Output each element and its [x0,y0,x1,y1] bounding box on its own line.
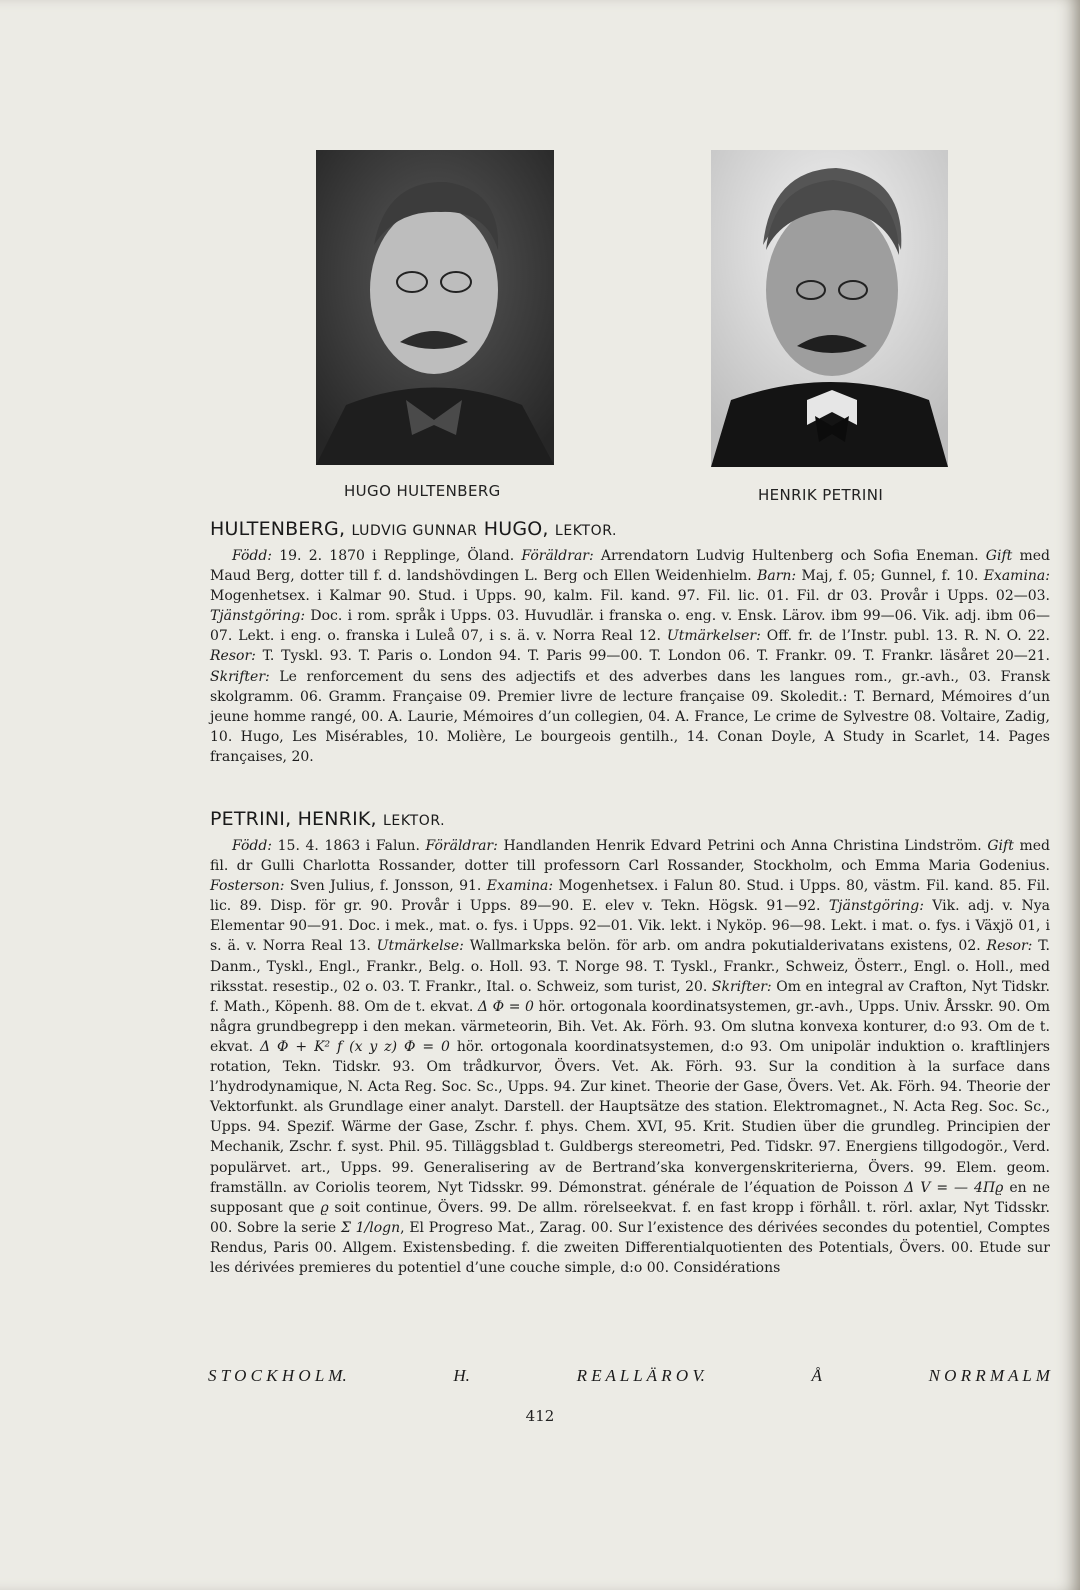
entry-surname: HULTENBERG, [210,518,346,540]
field-label: Examina: [983,568,1050,585]
entry-heading-hultenberg [210,518,617,540]
field-text: hör. ortogonala koordinatsystemen, d:o 93. Om unipolär induktion o. kraftlinjers rotation, Tekn. Tidskr. 93. Om trådkurvor, Övers. Vet. Ak. Förh. 93. Sur la condition à la surface dans l’hydrodynamique, N. Acta Reg. Soc. Sc., Upps. 94. Zur kinet. Theorie der Gase, Övers. Vet. Ak. Förh. 94. Theorie der Vektorfunkt. als Grundlage einer analyt. Darstell. der Hauptsätze des station. Elektromagnet., N. Acta Reg. Soc. Sc., Upps. 94. Spezif. Wärme der Gase, Zschr. f. phys. Chem. XVI, 95. Krit. Studien über die grundleg. Principien der Mechanik, Zschr. f. syst. Phil. 95. Tilläggsblad t. Guldbergs stereometri, Ped. Tidskr. 97. Energiens tillgodogör., Verd. populärvet. art., Upps. 99. Generalisering av de Bertrand’ska konvergenskriterierna, Övers. 99. Elem. geom. framställn. av Coriolis teorem, Nyt Tidsskr. 99. Démonstrat. générale de l’équation de Poisson [210,1038,1050,1196]
field-text: Doc. i rom. språk i Upps. 03. Huvudlär. i franska o. eng. v. Ensk. Lärov. ibm 99—06. Vik. adj. ibm 06—07. Lekt. i eng. o. franska i Luleå 07, i s. ä. v. Norra Real 12. [210,608,1050,645]
field-label: Resor: [210,648,256,665]
portrait-caption-petrini: HENRIK PETRINI [758,486,884,504]
footer-city: S T O C K H O L M. [208,1366,347,1385]
field-text: 15. 4. 1863 i Falun. [272,838,426,854]
entry-body-petrini [210,836,1050,1278]
field-text: Mogenhetsex. i Kalmar 90. Stud. i Upps. 90, kalm. Fil. kand. 97. Fil. lic. 01. Fil. dr 03. Provår i Upps. 02—03. [210,588,1050,605]
field-label: Skrifter: [210,668,270,685]
publisher-footer [208,1366,1050,1386]
field-text: Wallmarkska belön. för arb. om andra pokutialderivatans existens, 02. [463,938,987,955]
field-label: Föräldrar: [521,548,594,564]
field-text: med Maud Berg, dotter till f. d. landshövdingen L. Berg och Ellen Weidenhielm. [210,548,1050,585]
entry-heading-petrini [210,808,445,830]
field-text: med fil. dr Gulli Charlotta Rossander, dotter till professorn Carl Rossander, Stockholm, och Emma Maria Godenius. [210,838,1050,875]
portrait-hultenberg [316,150,554,465]
footer-school: R E A L L Ä R O V. [576,1366,705,1385]
formula: Δ Φ + K² f (x y z) Φ = 0 [260,1038,450,1055]
field-label: Född: [232,838,273,854]
field-label: Examina: [486,878,554,895]
entry-surname: PETRINI, HENRIK, [210,808,377,830]
field-text: en ne supposant que [210,1179,1050,1216]
field-label: Resor: [986,938,1033,955]
formula: Δ V = — 4Πϱ [904,1179,1004,1196]
field-label: Utmärkelse: [376,938,464,955]
field-label: Barn: [757,568,797,585]
entry-title: LEKTOR. [554,523,618,539]
field-label: Född: [232,548,273,564]
entry-body-hultenberg [210,546,1050,767]
entry-given-names: LUDVIG GUNNAR [351,523,478,539]
field-text: T. Tyskl. 93. T. Paris o. London 94. T. Paris 99—00. T. London 06. T. Frankr. 09. T. Frankr. läsåret 20—21. [255,648,1050,665]
field-label: Tjänstgöring: [210,608,306,625]
field-label: Tjänstgöring: [828,898,924,915]
portrait-petrini [711,150,948,467]
footer-initial: H. [453,1366,470,1385]
field-label: Gift [985,548,1013,564]
field-text: Maj, f. 05; Gunnel, f. 10. [796,568,984,585]
field-text: Arrendatorn Ludvig Hultenberg och Sofia Eneman. [593,548,986,564]
field-label: Fosterson: [210,878,285,895]
field-label: Gift [987,838,1014,854]
field-text: Om en integral av Crafton, Nyt Tidskr. f. Math., Köpenh. 88. Om de t. ekvat. [210,978,1050,1015]
field-text: Mogenhetsex. i Falun 80. Stud. i Upps. 80, västm. Fil. kand. 85. Fil. lic. 89. Disp. för gr. 90. Provår i Upps. 89—90. E. elev v. Tekn. Högsk. 91—92. [210,878,1050,915]
page-number: 412 [525,1407,555,1425]
footer-district: N O R R M A L M [928,1366,1050,1385]
entry-call-name: HUGO, [483,518,549,540]
footer-preposition: Å [811,1366,822,1385]
field-text: Off. fr. de l’Instr. publ. 13. R. N. O. 22. [760,628,1050,645]
formula: Σ 1/logn [340,1219,401,1236]
field-text: Vik. adj. v. Nya Elementar 90—91. Doc. i mek., mat. o. fys. i Upps. 92—01. Vik. lekt. i Nyköp. 96—98. Lekt. i mat. o. fys. i Växjö 01, i s. ä. v. Norra Real 13. [210,898,1050,955]
field-text: T. Danm., Tyskl., Engl., Frankr., Belg. o. Holl. 93. T. Norge 98. T. Tyskl., Frankr., Schweiz, Österr., Engl. o. Holl., med riksstat. resestip., 02 o. 03. T. Frankr., Ital. o. Schweiz, som turist, 20. [210,938,1051,995]
entry-title: LEKTOR. [383,813,446,829]
formula: ϱ [320,1199,329,1216]
field-text: Handlanden Henrik Edvard Petrini och Anna Christina Lindström. [497,838,988,854]
portrait-caption-hultenberg: HUGO HULTENBERG [344,482,501,500]
field-text: , El Progreso Mat., Zarag. 00. Sur l’existence des dérivées secondes du potentiel, Comptes Rendus, Paris 00. Allgem. Existensbeding. f. die zweiten Differentialquotienten des Potentials, Övers. 00. Etude sur les dérivées premieres du potentiel d’une couche simple, d:o 00. Considérations [210,1219,1050,1276]
field-text: soit continue, Övers. 99. De allm. rörelseekvat. f. en fast kropp i förhåll. t. rörl. axlar, Nyt Tidsskr. 00. Sobre la serie [210,1199,1050,1236]
field-label: Skrifter: [711,978,772,995]
field-text: 19. 2. 1870 i Repplinge, Öland. [272,548,522,564]
field-text: Sven Julius, f. Jonsson, 91. [284,878,487,895]
field-label: Utmärkelser: [666,628,761,645]
field-label: Föräldrar: [425,838,498,854]
field-text: Le renforcement du sens des adjectifs et des adverbes dans les langues rom., gr.-avh., 03. Fransk skolgramm. 06. Gramm. Française 09. Premier livre de lecture française 09. Skoledit.: T. Bernard, Mémoires d’un jeune homme rangé, 00. A. Laurie, Mémoires d’un collegien, 04. A. France, Le crime de Sylvestre 08. Voltaire, Zadig, 10. Hugo, Les Misérables, 10. Molière, Le bourgeois gentilh., 14. Conan Doyle, A Study in Scarlet, 14. Pages françaises, 20. [210,668,1050,765]
field-text: hör. ortogonala koordinatsystemen, gr.-avh., Upps. Univ. Årsskr. 90. Om några grundbegrepp i den mekan. värmeteorin, Bih. Vet. Ak. Förh. 93. Om slutna konvexa konturer, d:o 93. Om de t. ekvat. [210,998,1050,1055]
formula: Δ Φ = 0 [477,998,534,1015]
